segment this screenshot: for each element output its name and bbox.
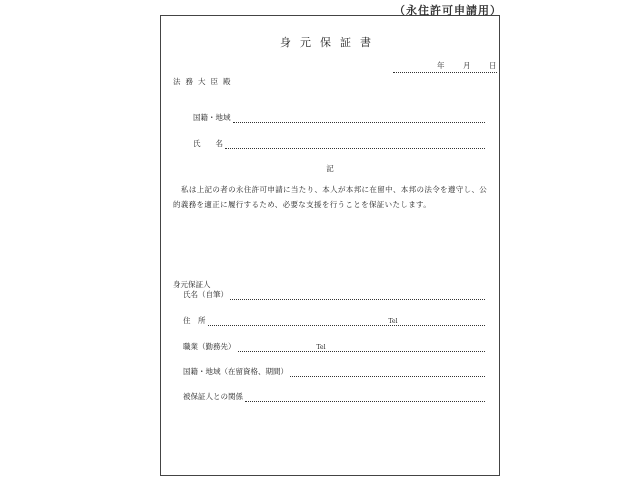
date-month-label: 月 (463, 61, 471, 70)
applicant-name-label: 氏 名 (193, 139, 223, 148)
guarantor-address-label: 住 所 (183, 316, 206, 325)
application-type-note: （永住許可申請用） (394, 4, 502, 17)
guarantor-relation-label: 被保証人との関係 (183, 392, 243, 401)
guarantor-address-field[interactable] (183, 315, 485, 326)
guarantor-nationality-field[interactable] (183, 366, 485, 377)
ki-label: 記 (326, 164, 334, 173)
applicant-name-field[interactable] (193, 138, 485, 149)
guarantee-statement: 私は上記の者の永住許可申請に当たり、本人が本邦に在留中、本邦の法令を遵守し、公的義務を適正に履行するため、必要な支援を行うことを保証いたします。 (173, 185, 488, 209)
guarantor-occupation-label: 職業（勤務先） (183, 342, 236, 351)
date-line[interactable] (393, 60, 497, 73)
addressee: 法務大臣殿 (173, 77, 236, 86)
guarantor-relation-field[interactable] (183, 391, 485, 402)
applicant-nationality-field[interactable] (193, 112, 485, 123)
guarantor-name-label: 氏名（自筆） (183, 290, 228, 299)
date-year-label: 年 (437, 61, 445, 70)
document-title: 身元保証書 (280, 36, 380, 49)
guarantor-address-line[interactable] (208, 316, 486, 326)
guarantor-name-line[interactable] (230, 290, 485, 300)
guarantor-relation-line[interactable] (245, 392, 485, 402)
guarantee-form (160, 15, 500, 476)
guarantor-name-field[interactable] (183, 289, 485, 300)
guarantor-occupation-line[interactable] (238, 342, 486, 352)
applicant-name-line[interactable] (225, 139, 485, 149)
guarantor-heading: 身元保証人 (173, 280, 211, 289)
applicant-nationality-line[interactable] (233, 113, 486, 123)
guarantor-nationality-label: 国籍・地域（在留資格、期間） (183, 367, 288, 376)
guarantor-occupation-field[interactable] (183, 341, 485, 352)
occupation-tel-label: Tel (316, 344, 326, 351)
date-day-label: 日 (489, 61, 497, 70)
applicant-nationality-label: 国籍・地域 (193, 113, 231, 122)
address-tel-label: Tel (388, 318, 398, 325)
guarantor-nationality-line[interactable] (290, 367, 485, 377)
